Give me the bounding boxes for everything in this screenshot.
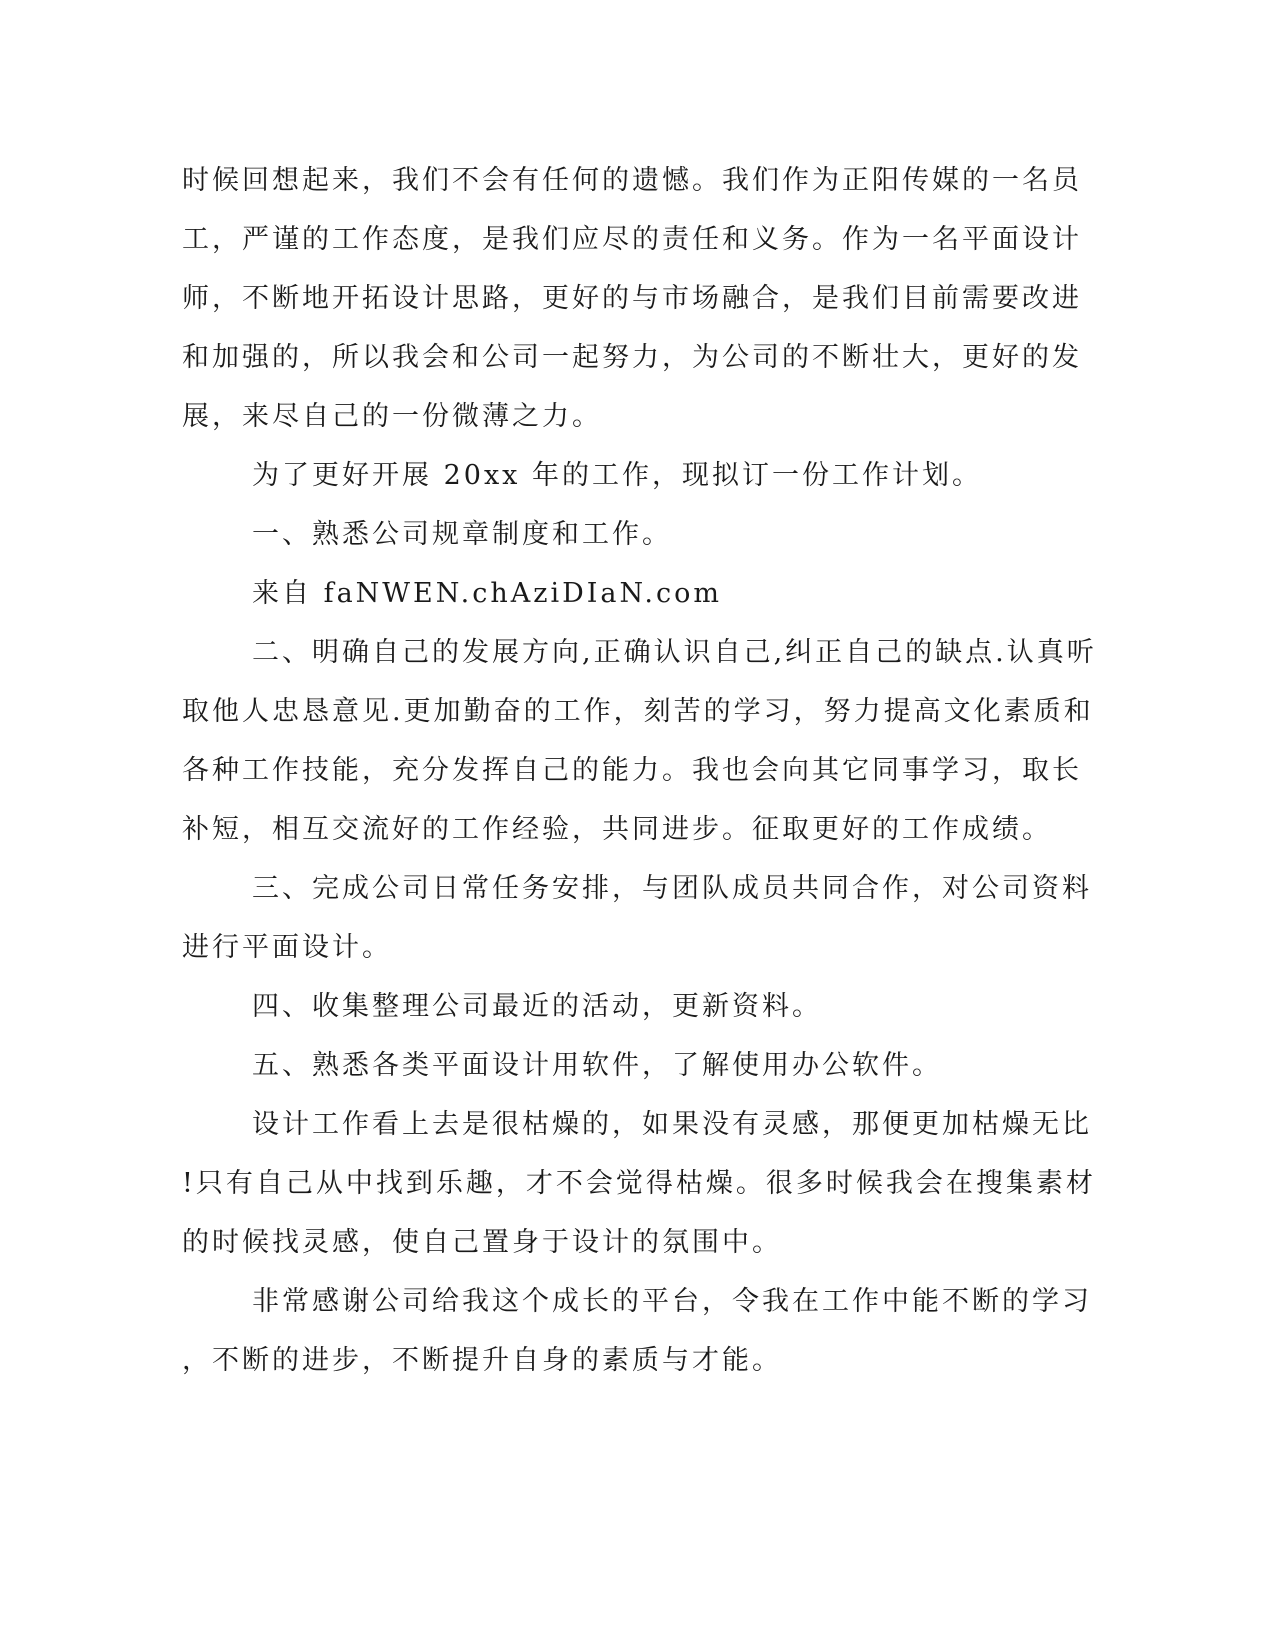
text-line: 进行平面设计。 (182, 932, 392, 963)
text-line: 的时候找灵感，使自己置身于设计的氛围中。 (182, 1227, 782, 1258)
text-line: 展，来尽自己的一份微薄之力。 (182, 401, 602, 432)
body-text (182, 151, 1097, 1390)
text-line: 时候回想起来，我们不会有任何的遗憾。我们作为正阳传媒的一名员 (182, 165, 1082, 196)
section-heading-5: 五、熟悉各类平面设计用软件，了解使用办公软件。 (252, 1050, 942, 1081)
text-line: 工，严谨的工作态度，是我们应尽的责任和义务。作为一名平面设计 (182, 224, 1082, 255)
text-line: 设计工作看上去是很枯燥的，如果没有灵感，那便更加枯燥无比 (252, 1109, 1092, 1140)
text-line: ，不断的进步，不断提升自身的素质与才能。 (182, 1345, 782, 1376)
text-line: 各种工作技能，充分发挥自己的能力。我也会向其它同事学习，取长 (182, 755, 1082, 786)
text-line: 师，不断地开拓设计思路，更好的与市场融合，是我们目前需要改进 (182, 283, 1082, 314)
text-line: 补短，相互交流好的工作经验，共同进步。征取更好的工作成绩。 (182, 814, 1052, 845)
text-line: !只有自己从中找到乐趣，才不会觉得枯燥。很多时候我会在搜集素材 (182, 1168, 1096, 1199)
text-line: 取他人忠恳意见.更加勤奋的工作，刻苦的学习，努力提高文化素质和 (182, 696, 1094, 727)
section-heading-1: 一、熟悉公司规章制度和工作。 (252, 519, 672, 550)
text-line: 为了更好开展 20xx 年的工作，现拟订一份工作计划。 (252, 460, 982, 491)
text-line: 和加强的，所以我会和公司一起努力，为公司的不断壮大，更好的发 (182, 342, 1082, 373)
source-line: 来自 faNWEN.chAziDIaN.com (252, 578, 722, 609)
text-line: 非常感谢公司给我这个成长的平台，令我在工作中能不断的学习 (252, 1286, 1092, 1317)
section-heading-2: 二、明确自己的发展方向,正确认识自己,纠正自己的缺点.认真听 (252, 637, 1097, 668)
section-heading-4: 四、收集整理公司最近的活动，更新资料。 (252, 991, 822, 1022)
section-heading-3: 三、完成公司日常任务安排，与团队成员共同合作，对公司资料 (252, 873, 1092, 904)
